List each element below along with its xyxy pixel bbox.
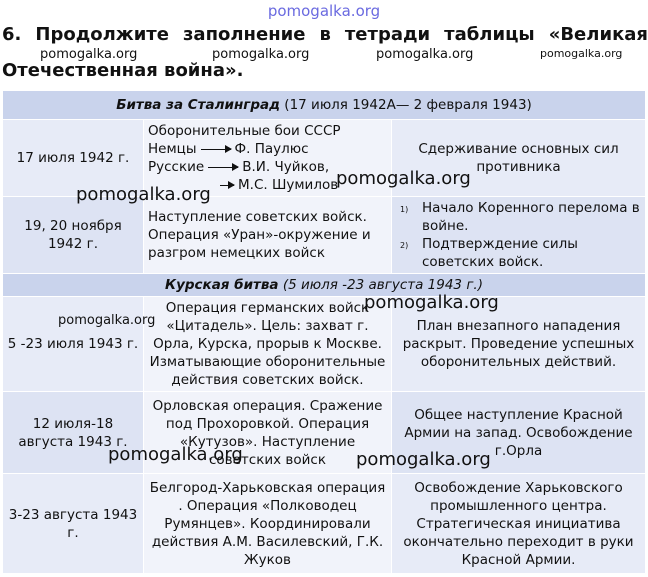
event-cell: Орловская операция. Сражение под Прохоровкой. Операция «Кутузов». Наступление советских войск xyxy=(144,392,392,474)
stalingrad-title: Битва за Сталинград xyxy=(116,97,281,113)
list-item: 1) Начало Коренного перелома в войне. xyxy=(400,200,640,234)
war-table xyxy=(2,90,646,574)
event-cell: Белгород-Харьковская операция . Операция «Полководец Румянцев». Координировали действия А.М. Василевский, Г.К. Жуков xyxy=(144,474,392,574)
event-cell: Операция германских войск «Цитадель». Цель: захват г. Орла, Курска, прорыв к Москве. Изматывающие оборонительные действия советских войск. xyxy=(144,297,392,392)
arrow-right-icon xyxy=(201,149,231,150)
kursk-header xyxy=(3,274,646,297)
russians-label: Русские xyxy=(148,159,205,175)
kursk-title: Курская битва xyxy=(165,277,279,293)
watermark: pomogalka.org xyxy=(336,168,471,189)
date-cell: 19, 20 ноября 1942 г. xyxy=(3,197,144,274)
date-cell: 17 июля 1942 г. xyxy=(3,120,144,197)
russian-commander: В.И. Чуйков, xyxy=(242,159,330,175)
result-cell: План внезапного нападения раскрыт. Проведение успешных оборонительных действий. xyxy=(392,297,646,392)
watermark: pomogalka.org xyxy=(76,184,211,205)
arrow-right-icon xyxy=(208,167,238,168)
result-cell: Освобождение Харьковского промышленного центра. Стратегическая инициатива окончательно переходит в руки Красной Армии. xyxy=(392,474,646,574)
result-list xyxy=(396,199,641,271)
watermark: pomogalka.org xyxy=(356,449,491,470)
germans-label: Немцы xyxy=(148,141,197,157)
date-cell: 3-23 августа 1943 г. xyxy=(3,474,144,574)
arrow-right-icon xyxy=(220,185,234,186)
germans-line xyxy=(148,140,387,158)
date-cell: 12 июля-18 августа 1943 г. xyxy=(3,392,144,474)
russian-commander: М.С. Шумилов xyxy=(238,177,339,193)
result-cell xyxy=(392,197,646,274)
watermark: pomogalka.org xyxy=(40,47,138,62)
result-cell: Сдерживание основных сил противника xyxy=(392,120,646,197)
watermark: pomogalka.org xyxy=(376,47,474,62)
kursk-dates: (5 июля -23 августа 1943 г.) xyxy=(278,277,483,293)
watermark: pomogalka.org xyxy=(108,444,243,465)
site-watermark-top: pomogalka.org xyxy=(267,2,381,20)
stalingrad-dates: (17 июля 1942А— 2 февраля 1943) xyxy=(280,97,532,113)
watermark: pomogalka.org xyxy=(58,313,156,328)
event-cell: Наступление советских войск. Операция «Уран»-окружение и разгром немецких войск xyxy=(144,197,392,274)
german-commander: Ф. Паулюс xyxy=(234,141,309,157)
date-cell: 5 -23 июля 1943 г. xyxy=(3,297,144,392)
task-title-line2: Отечественная война». xyxy=(2,60,244,81)
watermark: pomogalka.org xyxy=(540,47,623,60)
result-cell: Общее наступление Красной Армии на запад. Освобождение г.Орла xyxy=(392,392,646,474)
stalingrad-header xyxy=(3,91,646,120)
watermark: pomogalka.org xyxy=(212,47,310,62)
watermark: pomogalka.org xyxy=(364,292,499,313)
list-item: 2) Подтверждение силы советских войск. xyxy=(400,236,578,270)
event-title: Оборонительные бои СССР xyxy=(148,123,341,139)
task-title-line1: 6. Продолжите заполнение в тетради таблицы «Великая xyxy=(2,24,648,45)
